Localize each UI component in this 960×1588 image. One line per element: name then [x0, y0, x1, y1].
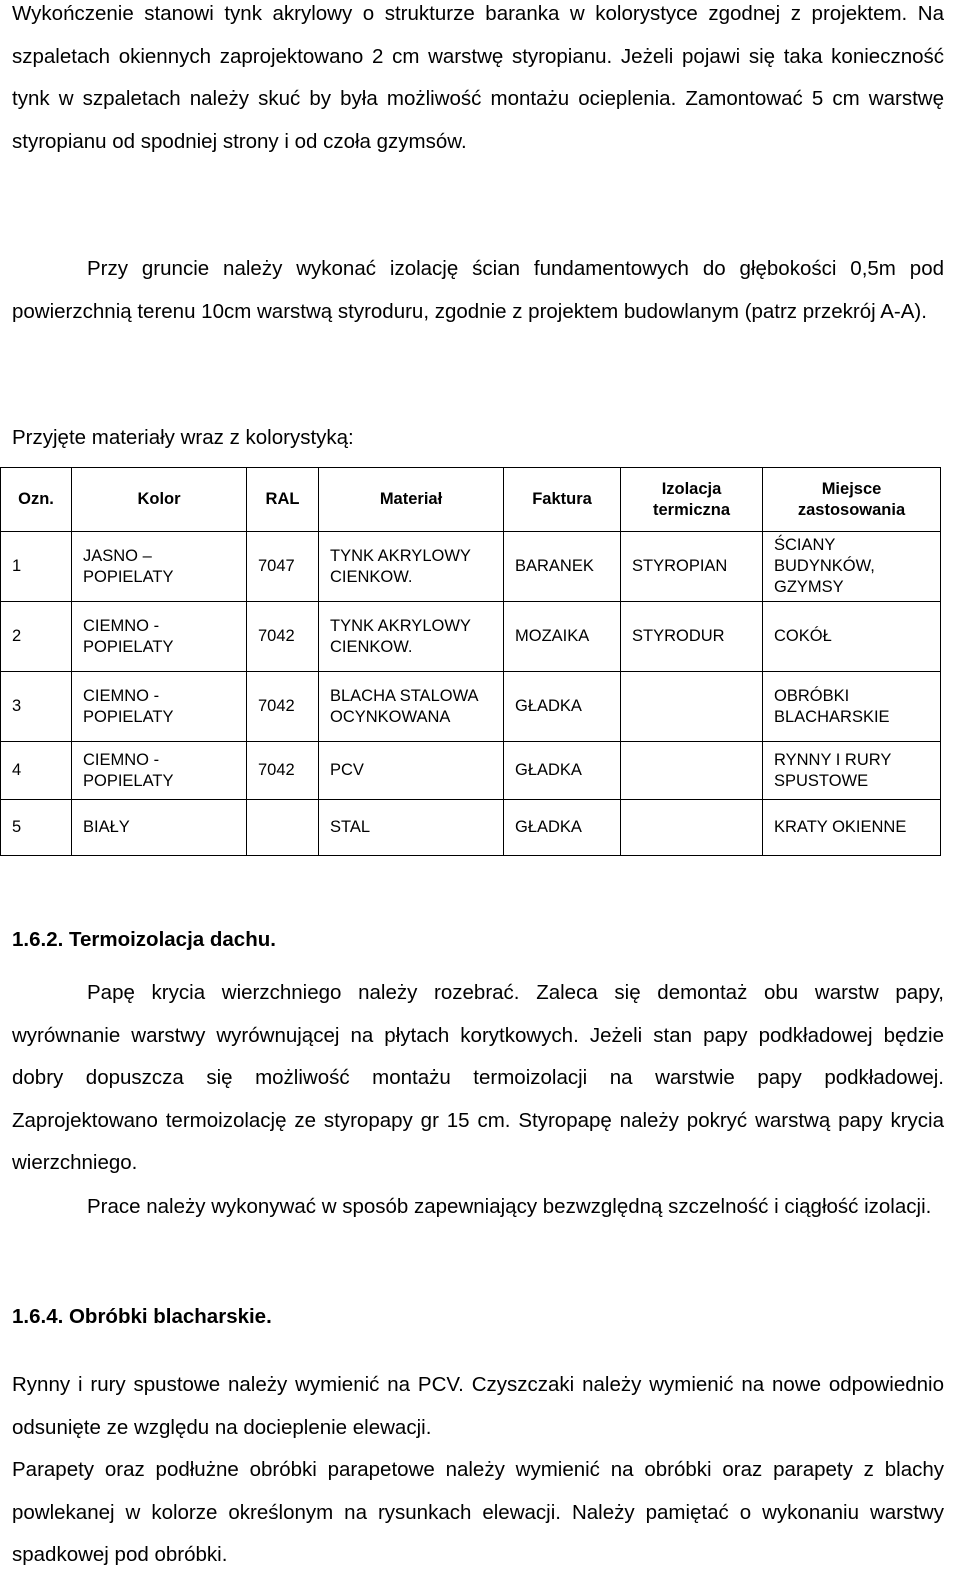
cell-izolacja: [621, 672, 763, 742]
header-miejsce: Miejsce zastosowania: [763, 468, 941, 532]
cell-ral: [247, 800, 319, 856]
cell-kolor: CIEMNO - POPIELATY: [72, 602, 247, 672]
cell-material: PCV: [319, 742, 504, 800]
table-row: [1, 602, 941, 672]
heading-flashing: 1.6.4. Obróbki blacharskie.: [12, 1305, 272, 1328]
cell-material: STAL: [319, 800, 504, 856]
cell-kolor: CIEMNO - POPIELATY: [72, 742, 247, 800]
cell-ozn: 3: [1, 672, 72, 742]
paragraph-foundation-insulation: Przy gruncie należy wykonać izolację ścian fundamentowych do głębokości 0,5m pod powierzchnią terenu 10cm warstwą styroduru, zgodnie z projektem budowlanym (patrz przekrój A-A).: [12, 257, 944, 323]
table-row: [1, 742, 941, 800]
cell-miejsce: KRATY OKIENNE: [763, 800, 941, 856]
paragraph-sills: Parapety oraz podłużne obróbki parapetowe należy wymienić na obróbki oraz parapety z blachy powlekanej w kolorze określonym na rysunkach elewacji. Należy pamiętać o wykonaniu warstwy spadkowej pod obróbki.: [12, 1458, 944, 1566]
header-material: Materiał: [319, 468, 504, 532]
cell-ozn: 5: [1, 800, 72, 856]
paragraph-gutters: Rynny i rury spustowe należy wymienić na PCV. Czyszczaki należy wymienić na nowe odpowiednio odsunięte ze względu na docieplenie elewacji.: [12, 1373, 944, 1439]
cell-ral: 7047: [247, 532, 319, 602]
cell-material: BLACHA STALOWA OCYNKOWANA: [319, 672, 504, 742]
cell-kolor: BIAŁY: [72, 800, 247, 856]
cell-kolor: CIEMNO - POPIELATY: [72, 672, 247, 742]
cell-izolacja: [621, 800, 763, 856]
cell-faktura: GŁADKA: [504, 800, 621, 856]
cell-ozn: 1: [1, 532, 72, 602]
table-row: [1, 672, 941, 742]
paragraph-roof-insulation: Papę krycia wierzchniego należy rozebrać. Zaleca się demontaż obu warstw papy, wyrównanie warstwy wyrównującej na płytach korytkowych. Jeżeli stan papy podkładowej będzie dobry dopuszcza się możliwość montażu termoizolacji na warstwie papy podkładowej. Zaprojektowano termoizolację ze styropapy gr 15 cm. Styropapę należy pokryć warstwą papy krycia wierzchniego.: [12, 981, 944, 1174]
materials-table: [0, 467, 941, 856]
header-faktura: Faktura: [504, 468, 621, 532]
cell-izolacja: STYRODUR: [621, 602, 763, 672]
cell-faktura: MOZAIKA: [504, 602, 621, 672]
cell-miejsce: ŚCIANY BUDYNKÓW, GZYMSY: [763, 532, 941, 602]
cell-ozn: 4: [1, 742, 72, 800]
cell-material: TYNK AKRYLOWY CIENKOW.: [319, 602, 504, 672]
cell-faktura: BARANEK: [504, 532, 621, 602]
paragraph-plaster-finish: Wykończenie stanowi tynk akrylowy o strukturze baranka w kolorystyce zgodnej z projektem. Na szpaletach okiennych zaprojektowano 2 cm warstwę styropianu. Jeżeli pojawi się taka konieczność tynk w szpaletach należy skuć by była możliwość montażu ocieplenia. Zamontować 5 cm warstwę styropianu od spodniej strony i od czoła gzymsów.: [12, 2, 944, 153]
cell-ral: 7042: [247, 672, 319, 742]
cell-ozn: 2: [1, 602, 72, 672]
paragraph-roof-tightness: Prace należy wykonywać w sposób zapewniający bezwzględną szczelność i ciągłość izolacji.: [87, 1195, 932, 1218]
cell-izolacja: STYROPIAN: [621, 532, 763, 602]
header-ozn: Ozn.: [1, 468, 72, 532]
table-row: [1, 800, 941, 856]
header-kolor: Kolor: [72, 468, 247, 532]
heading-roof-insulation: 1.6.2. Termoizolacja dachu.: [12, 928, 276, 951]
table-row: [1, 532, 941, 602]
cell-faktura: GŁADKA: [504, 742, 621, 800]
cell-miejsce: COKÓŁ: [763, 602, 941, 672]
header-ral: RAL: [247, 468, 319, 532]
cell-faktura: GŁADKA: [504, 672, 621, 742]
table-header-row: [1, 468, 941, 532]
cell-ral: 7042: [247, 742, 319, 800]
cell-miejsce: OBRÓBKI BLACHARSKIE: [763, 672, 941, 742]
header-izolacja: Izolacja termiczna: [621, 468, 763, 532]
materials-label: Przyjęte materiały wraz z kolorystyką:: [12, 426, 354, 449]
cell-miejsce: RYNNY I RURY SPUSTOWE: [763, 742, 941, 800]
cell-ral: 7042: [247, 602, 319, 672]
cell-material: TYNK AKRYLOWY CIENKOW.: [319, 532, 504, 602]
cell-izolacja: [621, 742, 763, 800]
cell-kolor: JASNO – POPIELATY: [72, 532, 247, 602]
